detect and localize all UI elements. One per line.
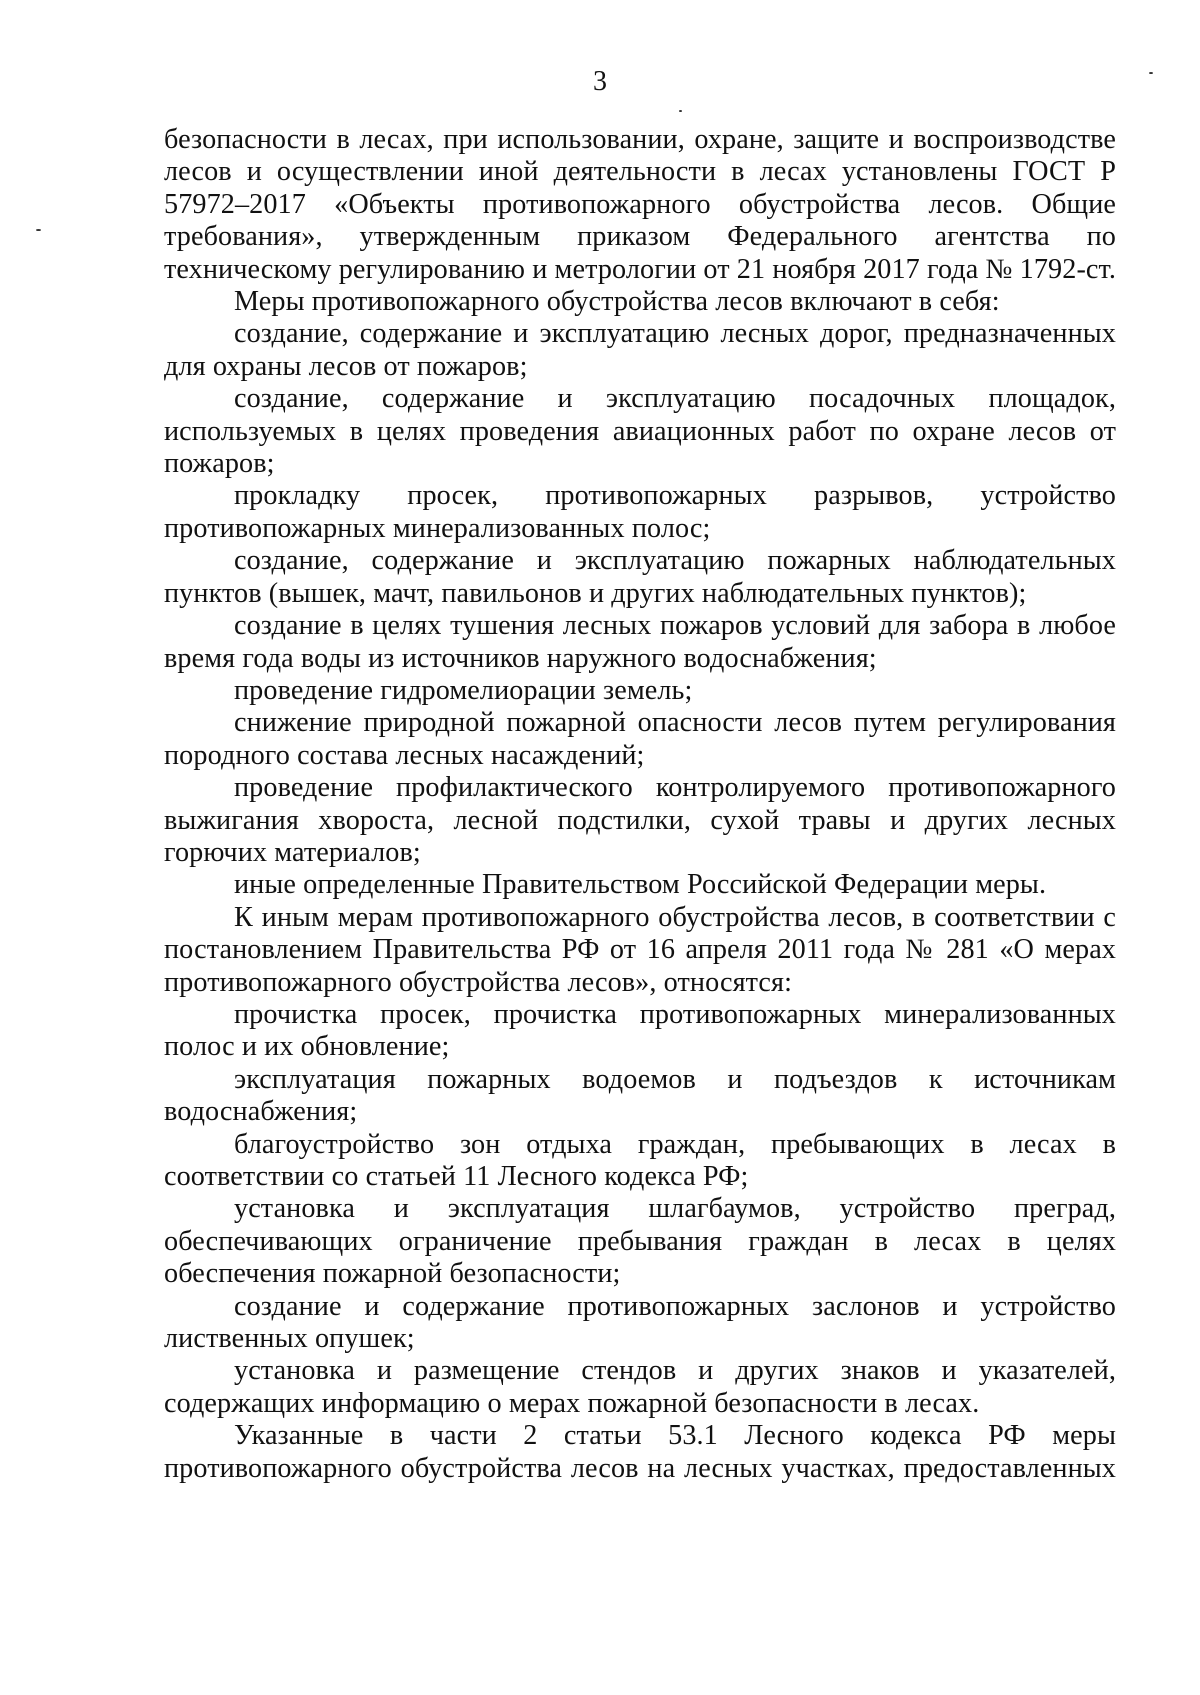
paragraph: Меры противопожарного обустройства лесов включают в себя: [234, 286, 1000, 318]
scan-speck [36, 229, 41, 231]
list-item: создание, содержание и эксплуатацию лесных дорог, предназначенных для охраны лесов от пожаров; [164, 318, 1116, 382]
page-number: 3 [593, 66, 607, 97]
list-item: проведение профилактического контролируемого противопожарного выжигания хвороста, лесной подстилки, сухой травы и других лесных горючих материалов; [164, 772, 1116, 868]
paragraph-continuation: безопасности в лесах, при использовании, охране, защите и воспроизводстве лесов и осуществлении иной деятельности в лесах установлены ГОСТ Р 57972–2017 «Объекты противопожарного обустройства лесов. Общие требования», утвержденным приказом Федерального агентства по техническому регулированию и метрологии от 21 ноября 2017 года № 1792-ст. [164, 124, 1116, 285]
list-item: прочистка просек, прочистка противопожарных минерализованных полос и их обновление; [164, 998, 1116, 1063]
list-item: создание, содержание и эксплуатацию посадочных площадок, используемых в целях проведения авиационных работ по охране лесов от пожаров; [164, 383, 1116, 480]
list-item: установка и размещение стендов и других знаков и указателей, содержащих информацию о мерах пожарной безопасности в лесах. [164, 1355, 1116, 1419]
list-item: прокладку просек, противопожарных разрывов, устройство противопожарных минерализованных полос; [164, 480, 1116, 544]
list-item: создание и содержание противопожарных заслонов и устройство лиственных опушек; [164, 1290, 1116, 1355]
document-body [164, 124, 1116, 1485]
list-item: проведение гидромелиорации земель; [234, 674, 693, 706]
list-item: иные определенные Правительством Российской Федерации меры. [234, 869, 1047, 901]
scan-speck [679, 110, 682, 112]
scan-speck [1149, 72, 1153, 74]
list-item: эксплуатация пожарных водоемов и подъездов к источникам водоснабжения; [164, 1063, 1116, 1128]
list-item: создание, содержание и эксплуатацию пожарных наблюдательных пунктов (вышек, мачт, павильонов и других наблюдательных пунктов); [164, 545, 1116, 609]
paragraph: К иным мерам противопожарного обустройства лесов, в соответствии с постановлением Правительства РФ от 16 апреля 2011 года № 281 «О мерах противопожарного обустройства лесов», относятся: [164, 901, 1116, 998]
list-item: создание в целях тушения лесных пожаров условий для забора в любое время года воды из источников наружного водоснабжения; [164, 610, 1116, 674]
list-item: благоустройство зон отдыха граждан, пребывающих в лесах в соответствии со статьей 11 Лесного кодекса РФ; [164, 1128, 1116, 1192]
paragraph-continues-next-page: Указанные в части 2 статьи 53.1 Лесного кодекса РФ меры противопожарного обустройства лесов на лесных участках, предоставленных [164, 1420, 1116, 1484]
list-item: установка и эксплуатация шлагбаумов, устройство преград, обеспечивающих ограничение пребывания граждан в лесах в целях обеспечения пожарной безопасности; [164, 1193, 1116, 1290]
list-item: снижение природной пожарной опасности лесов путем регулирования породного состава лесных насаждений; [164, 707, 1116, 771]
